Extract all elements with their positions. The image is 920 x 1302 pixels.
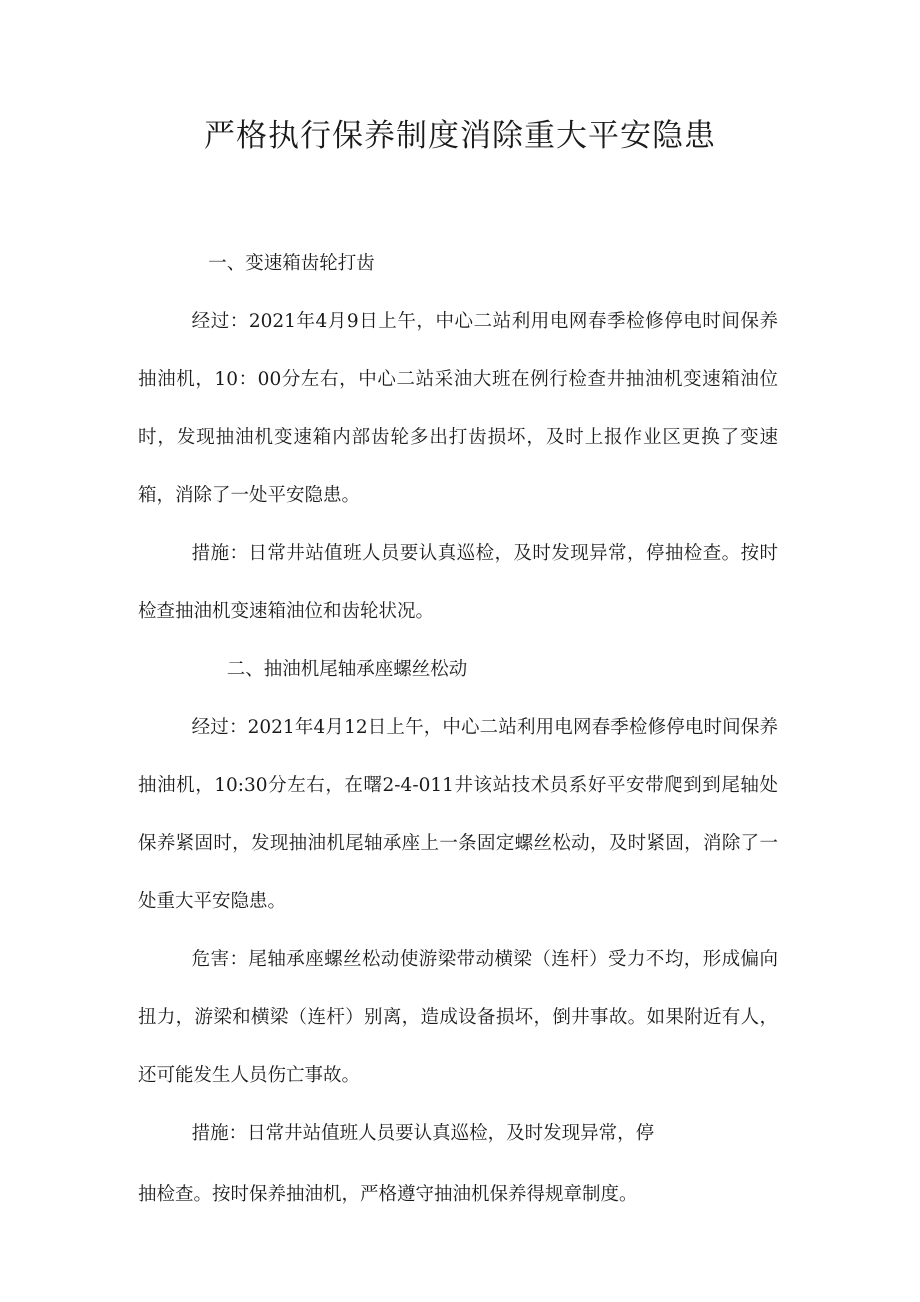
paragraph-measures-1: 措施：日常井站值班人员要认真巡检，及时发现异常，停抽检查。按时检查抽油机变速箱油位和齿轮状况。 (138, 543, 778, 622)
document-body (138, 235, 778, 1224)
section-heading-1: 一、变速箱齿轮打齿 (208, 253, 375, 274)
paragraph-hazard-2: 危害：尾轴承座螺丝松动使游梁带动横梁（连杆）受力不均，形成偏向扭力，游梁和横梁（连杆）别离，造成设备损坏，倒井事故。如果附近有人，还可能发生人员伤亡事故。 (138, 949, 778, 1086)
paragraph-measures-2: 措施：日常井站值班人员要认真巡检，及时发现异常，停 (191, 1123, 655, 1144)
document-title: 严格执行保养制度消除重大平安隐患 (204, 118, 716, 154)
paragraph-process-1: 经过：2021年4月9日上午，中心二站利用电网春季检修停电时间保养抽油机，10：00分左右，中心二站采油大班在例行检查井抽油机变速箱油位时，发现抽油机变速箱内部齿轮多出打齿损坏，及时上报作业区更换了变速箱，消除了一处平安隐患。 (138, 311, 778, 506)
paragraph-process-2: 经过：2021年4月12日上午，中心二站利用电网春季检修停电时间保养抽油机，10:30分左右，在曙2-4-011井该站技术员系好平安带爬到到尾轴处保养紧固时，发现抽油机尾轴承座上一条固定螺丝松动，及时紧固，消除了一处重大平安隐患。 (138, 717, 778, 912)
paragraph-measures-2-continued: 抽检查。按时保养抽油机，严格遵守抽油机保养得规章制度。 (138, 1184, 638, 1205)
section-heading-2: 二、抽油机尾轴承座螺丝松动 (226, 659, 468, 680)
